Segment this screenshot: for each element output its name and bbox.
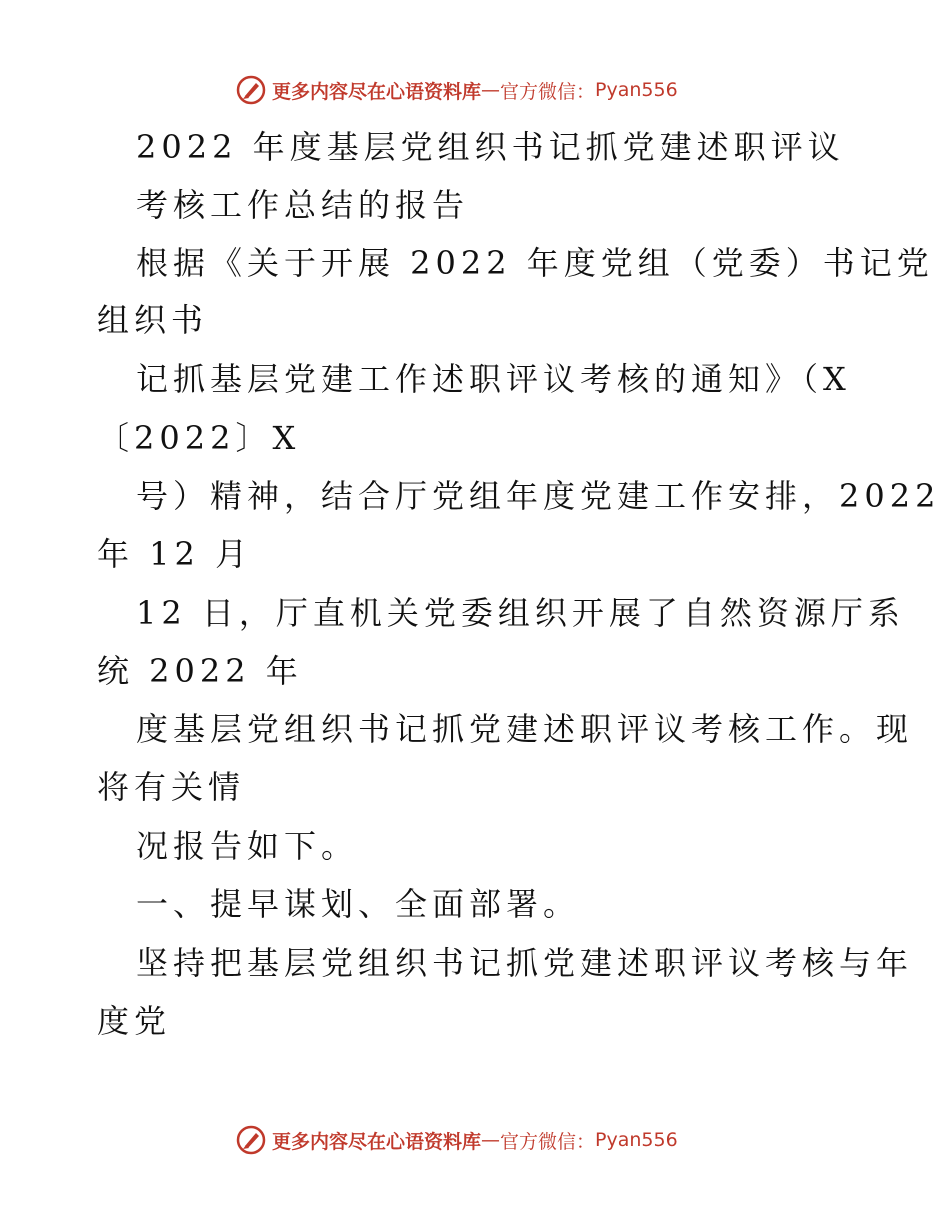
footer-watermark [236, 1124, 678, 1156]
doc-line: 年 12 月 [97, 535, 253, 573]
doc-line: 记抓基层党建工作述职评议考核的通知》（X [136, 360, 851, 398]
pen-seal-icon [236, 75, 266, 105]
doc-line: 将有关情 [97, 768, 246, 806]
doc-line: 度基层党组织书记抓党建述职评议考核工作。现 [136, 710, 914, 748]
doc-line: 12 日，厅直机关党委组织开展了自然资源厅系 [136, 594, 905, 632]
watermark-dash: — [481, 79, 501, 101]
watermark-wechat-label: 官方微信： [500, 80, 596, 103]
doc-line: 组织书 [97, 301, 209, 339]
watermark-wechat-label: 官方微信： [500, 1130, 596, 1153]
pen-seal-icon [236, 1125, 266, 1155]
doc-line: 度党 [97, 1002, 172, 1040]
doc-title-line-2: 考核工作总结的报告 [136, 186, 470, 224]
doc-line: 统 2022 年 [97, 652, 303, 690]
doc-title-line-1: 2022 年度基层党组织书记抓党建述职评议 [136, 128, 845, 166]
doc-line: 况报告如下。 [136, 827, 359, 865]
watermark-wechat-id: Pyan556 [595, 79, 678, 101]
doc-line: 坚持把基层党组织书记抓党建述职评议考核与年 [136, 944, 914, 982]
watermark-main-text: 更多内容尽在心语资料库 [272, 80, 482, 103]
doc-line: 根据《关于开展 2022 年度党组（党委）书记党 [136, 244, 934, 282]
header-watermark [236, 74, 678, 106]
doc-line: 〔2022〕X [97, 419, 301, 457]
watermark-dash: — [481, 1129, 501, 1151]
watermark-main-text: 更多内容尽在心语资料库 [272, 1130, 482, 1153]
doc-line: 号）精神，结合厅党组年度党建工作安排，2022 [136, 477, 941, 515]
doc-section-heading: 一、提早谋划、全面部署。 [136, 885, 581, 923]
watermark-wechat-id: Pyan556 [595, 1129, 678, 1151]
